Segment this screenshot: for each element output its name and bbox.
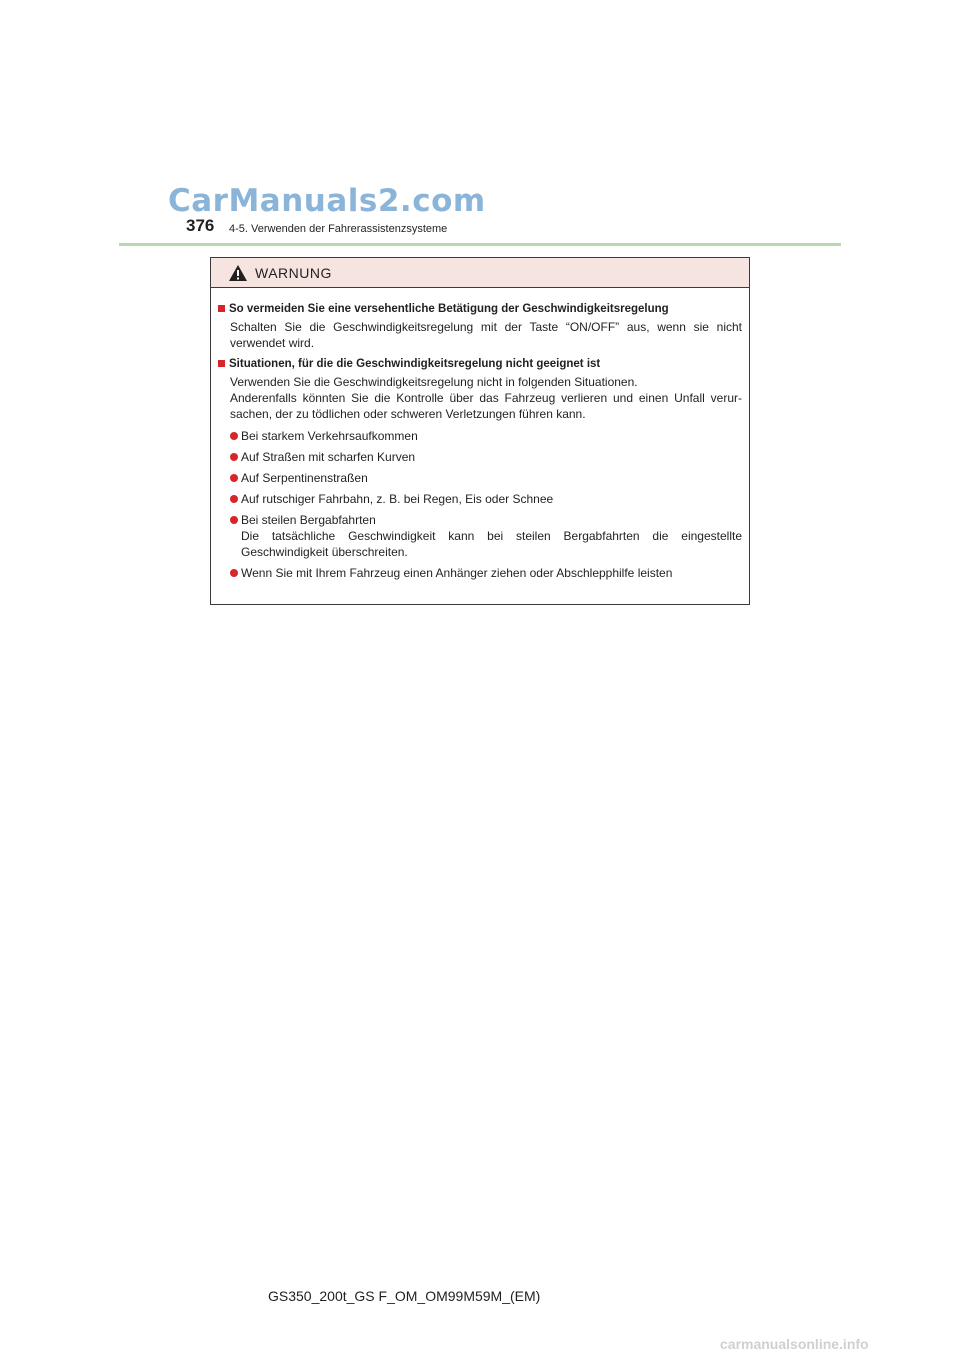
item-heading [218, 301, 742, 317]
list-item-text: Auf rutschiger Fahrbahn, z. B. bei Regen, Eis oder Schnee [241, 492, 554, 506]
square-bullet-icon [218, 360, 225, 367]
watermark-footer[interactable]: carmanualsonline.info [720, 1336, 869, 1352]
warning-body [211, 288, 749, 581]
footer-document-code: GS350_200t_GS F_OM_OM99M59M_(EM) [268, 1288, 541, 1304]
list-item-text: Bei starkem Verkehrsaufkommen [241, 429, 418, 443]
section-title: 4-5. Verwenden der Fahrerassistenzsysteme [229, 223, 448, 235]
list-item-text: Wenn Sie mit Ihrem Fahrzeug einen Anhänger ziehen oder Abschlepphilfe leisten [241, 566, 673, 580]
list-item [230, 428, 742, 444]
item-text: Anderenfalls könnten Sie die Kontrolle über das Fahrzeug verlieren und einen Unfall verur-sachen, der zu tödlichen oder schweren Verletzungen führen kann. [230, 391, 742, 421]
item-text: Schalten Sie die Geschwindigkeitsregelung mit der Taste “ON/OFF” aus, wenn sie nicht verwendet wird. [230, 320, 742, 350]
list-item [230, 470, 742, 486]
list-item-text-group [241, 512, 742, 560]
page-number: 376 [186, 216, 215, 235]
header-divider [119, 243, 841, 246]
list-item [230, 491, 742, 507]
bullet-dot-icon [230, 516, 238, 524]
bullet-dot-icon [230, 432, 238, 440]
list-item [230, 449, 742, 465]
bullet-dot-icon [230, 453, 238, 461]
bullet-list [218, 428, 742, 581]
bullet-dot-icon [230, 495, 238, 503]
item-heading-text: So vermeiden Sie eine versehentliche Betätigung der Geschwindigkeitsregelung [229, 303, 669, 315]
list-item [230, 565, 742, 581]
warning-header [211, 258, 749, 288]
list-item-text: Auf Serpentinenstraßen [241, 471, 368, 485]
bullet-dot-icon [230, 569, 238, 577]
item-heading [218, 356, 742, 372]
bullet-dot-icon [230, 474, 238, 482]
item-heading-text: Situationen, für die die Geschwindigkeitsregelung nicht geeignet ist [229, 358, 601, 370]
list-item-subtext: Die tatsächliche Geschwindigkeit kann bei steilen Bergabfahrten die eingestellte Geschwindigkeit überschreiten. [241, 529, 742, 559]
square-bullet-icon [218, 305, 225, 312]
list-item-text: Bei steilen Bergabfahrten [241, 513, 376, 527]
warning-box [210, 257, 750, 605]
watermark-logo[interactable]: CarManuals2.com [168, 183, 486, 219]
warning-title: WARNUNG [255, 264, 332, 281]
list-item-text: Auf Straßen mit scharfen Kurven [241, 450, 416, 464]
item-text: Verwenden Sie die Geschwindigkeitsregelung nicht in folgenden Situationen. [230, 375, 638, 389]
warning-triangle-icon [228, 264, 248, 282]
list-item [230, 512, 742, 560]
